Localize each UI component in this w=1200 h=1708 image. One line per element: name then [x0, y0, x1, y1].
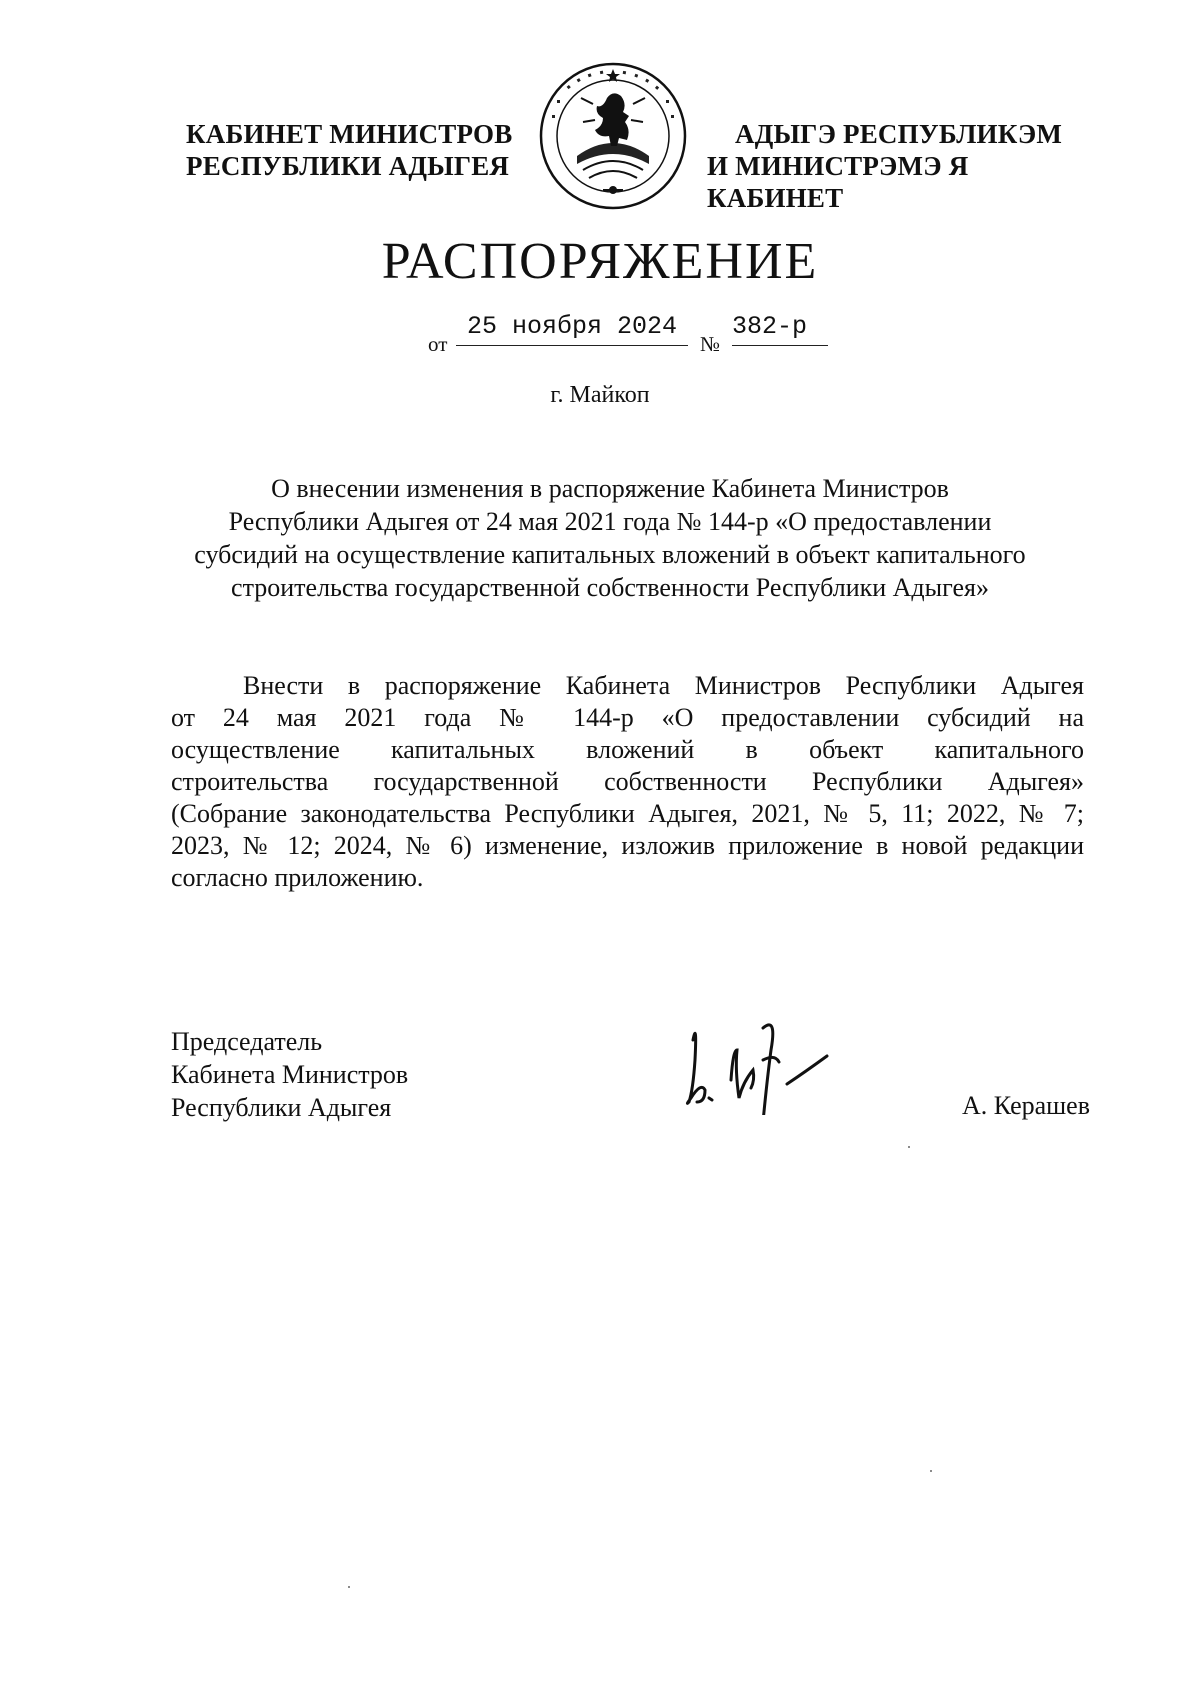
document-number: 382-р: [732, 312, 828, 346]
coat-of-arms-icon: [537, 60, 689, 212]
subject-line: субсидий на осуществление капитальных вложений в объект капитального: [194, 540, 1026, 569]
subject-line: О внесении изменения в распоряжение Кабинета Министров: [271, 474, 949, 503]
document-type-title: РАСПОРЯЖЕНИЕ: [381, 233, 819, 290]
issuer-line-1: КАБИНЕТ МИНИСТРОВ: [186, 119, 513, 149]
issuer-name-russian: [186, 118, 516, 182]
issuer-adyghe-line-2: И МИНИСТРЭМЭ Я КАБИНЕТ: [707, 151, 969, 213]
subject-line: Республики Адыгея от 24 мая 2021 года № 144-р «О предоставлении: [228, 507, 992, 536]
document-subject: [150, 472, 1070, 604]
issuer-line-2: РЕСПУБЛИКИ АДЫГЕЯ: [186, 151, 510, 181]
number-prefix: №: [700, 332, 721, 356]
handwritten-signature-icon: [675, 1010, 835, 1115]
signer-position: [171, 1025, 531, 1124]
body-line: строительства государственной собственности Республики Адыгея»: [171, 767, 1084, 796]
issuer-adyghe-line-1: АДЫГЭ РЕСПУБЛИКЭМ: [735, 119, 1063, 149]
body-line: 2023, № 12; 2024, № 6) изменение, изложив приложение в новой редакции: [171, 831, 1084, 860]
position-line: Кабинета Министров: [171, 1060, 409, 1089]
subject-line: строительства государственной собственности Республики Адыгея»: [231, 573, 989, 602]
body-line: (Собрание законодательства Республики Адыгея, 2021, № 5, 11; 2022, № 7;: [171, 799, 1084, 828]
date-number-row: [0, 312, 1200, 362]
issuer-name-adyghe: [707, 118, 1107, 214]
scan-speck: [930, 1470, 932, 1472]
document-date: 25 ноября 2024: [456, 312, 688, 346]
position-line: Республики Адыгея: [171, 1093, 392, 1122]
body-line: согласно приложению.: [171, 863, 424, 892]
body-line: осуществление капитальных вложений в объект капитального: [171, 735, 1084, 764]
scan-speck: [908, 1146, 910, 1148]
scan-speck: [348, 1586, 350, 1588]
body-line: Внести в распоряжение Кабинета Министров Республики Адыгея: [243, 671, 1084, 700]
body-paragraph: [171, 670, 1084, 894]
body-line: от 24 мая 2021 года № 144-р «О предоставлении субсидий на: [171, 703, 1084, 732]
issue-city: г. Майкоп: [550, 382, 650, 408]
signer-name: А. Керашев: [961, 1091, 1090, 1120]
date-prefix: от: [428, 332, 448, 356]
position-line: Председатель: [171, 1027, 323, 1056]
